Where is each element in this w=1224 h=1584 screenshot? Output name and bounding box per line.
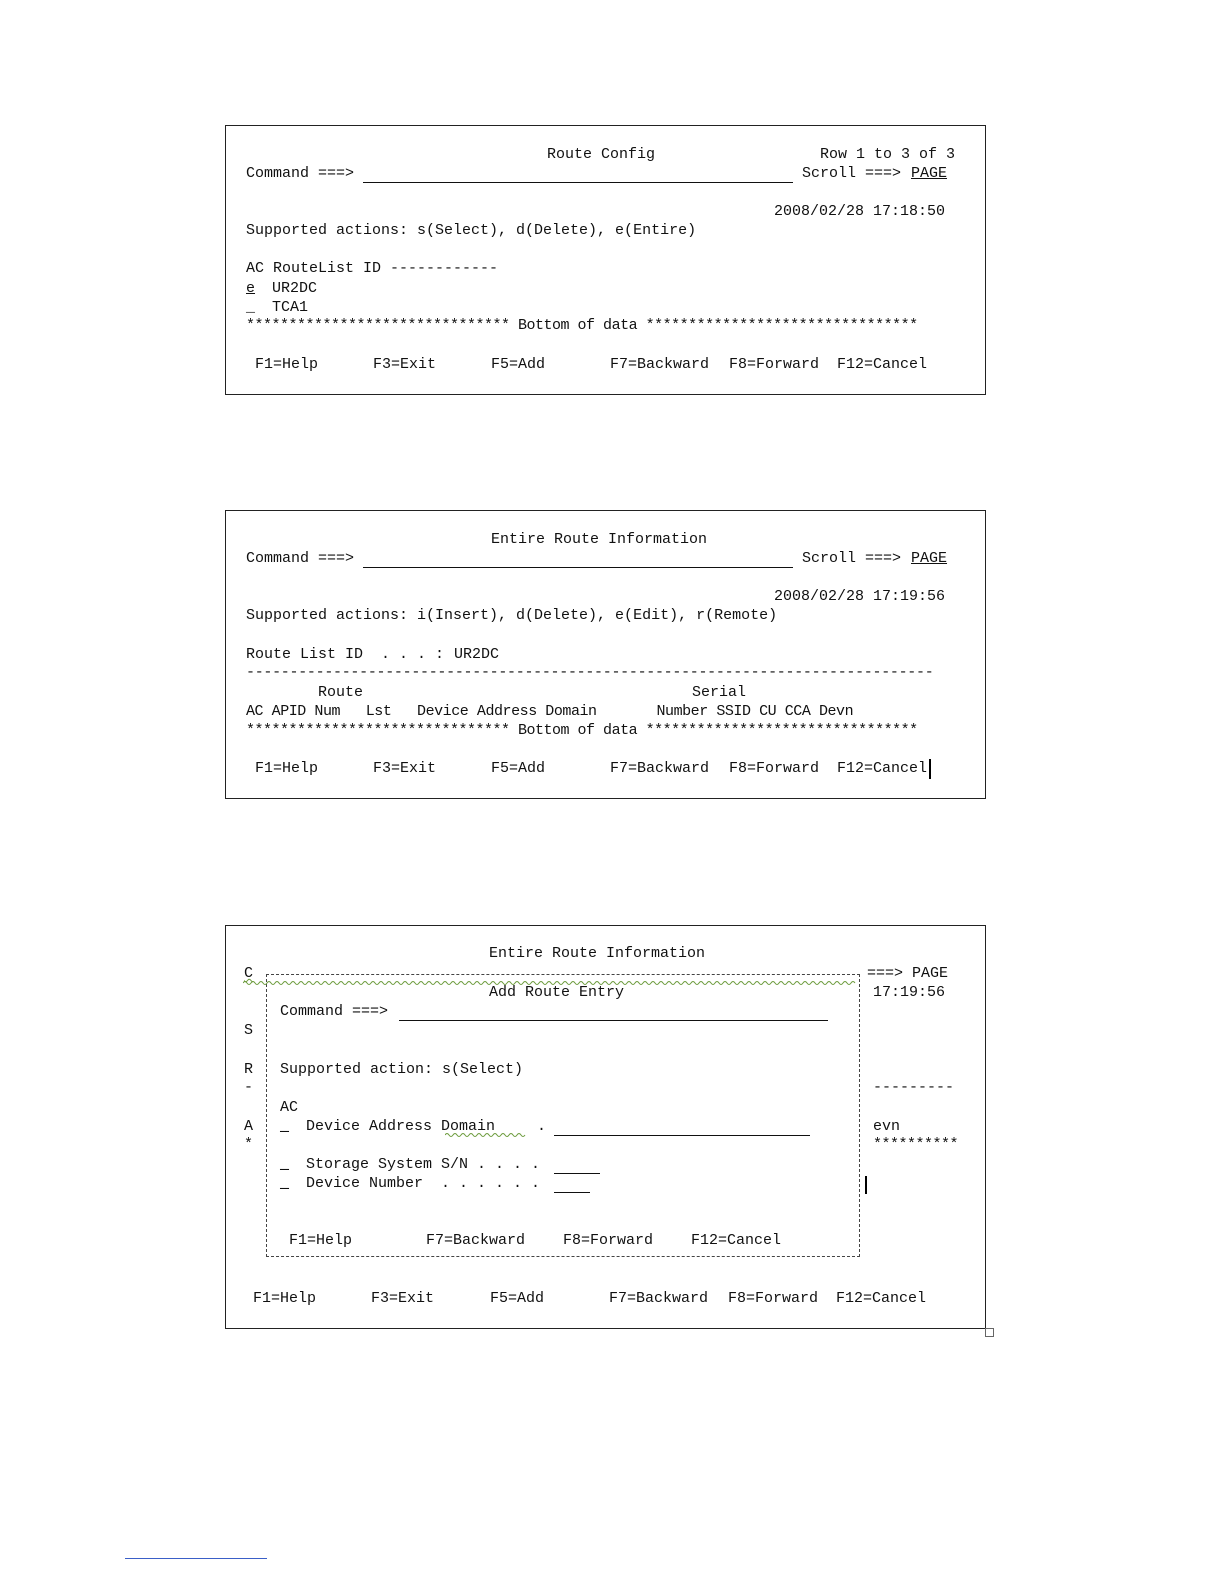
popup-command-label: Command ===> (280, 1003, 389, 1020)
row-action-field[interactable]: e (246, 280, 256, 297)
command-label: Command ===> (246, 165, 355, 182)
popup-fkey-forward[interactable]: F8=Forward (563, 1232, 654, 1249)
background-scroll-fragment: ===> PAGE (867, 965, 949, 982)
route-list-id-value: UR2DC (454, 646, 500, 663)
fkey-backward[interactable]: F7=Backward (610, 356, 710, 373)
device-number-label: Device Number . . . . . . (306, 1175, 541, 1192)
fkey-help[interactable]: F1=Help (255, 356, 319, 373)
command-input[interactable] (363, 567, 793, 568)
popup-fkey-help[interactable]: F1=Help (289, 1232, 353, 1249)
fkey-help[interactable]: F1=Help (253, 1290, 317, 1307)
background-header-fragment: evn (873, 1118, 901, 1135)
device-address-domain-label: Device Address Domain (306, 1118, 496, 1135)
bottom-of-data: ******************************* Bottom of data ******************************** (246, 317, 918, 334)
background-separator-fragment: - (244, 1079, 254, 1096)
screen-title: Entire Route Information (489, 945, 706, 962)
popup-title: Add Route Entry (489, 984, 625, 1001)
background-separator-fragment: --------- (873, 1079, 955, 1096)
bottom-of-data: ******************************* Bottom of data ******************************** (246, 722, 918, 739)
fkey-help[interactable]: F1=Help (255, 760, 319, 777)
route-list-id-label: Route List ID . . . : (246, 646, 445, 663)
footnote-rule (125, 1558, 267, 1559)
fkey-forward[interactable]: F8=Forward (729, 760, 820, 777)
background-route-list-fragment: R (244, 1061, 254, 1078)
scroll-label: Scroll ===> (802, 550, 902, 567)
background-header-fragment: A (244, 1118, 254, 1135)
timestamp: 2008/02/28 17:18:50 (774, 203, 946, 220)
row-route-list-id: UR2DC (272, 280, 318, 297)
background-timestamp-fragment: 17:19:56 (873, 984, 946, 1001)
resize-handle-icon[interactable] (985, 1328, 994, 1337)
fkey-forward[interactable]: F8=Forward (728, 1290, 819, 1307)
fkey-add[interactable]: F5=Add (491, 356, 546, 373)
popup-fkey-backward[interactable]: F7=Backward (426, 1232, 526, 1249)
storage-system-sn-select[interactable]: _ (280, 1156, 290, 1173)
route-config-screen (225, 125, 986, 395)
popup-ac-label: AC (280, 1099, 299, 1116)
separator-line: ------------------------------------------------------------------------------- (246, 664, 934, 681)
fkey-forward[interactable]: F8=Forward (729, 356, 820, 373)
supported-actions: Supported actions: s(Select), d(Delete), e(Entire) (246, 222, 697, 239)
screen-title: Route Config (547, 146, 656, 163)
row-info: Row 1 to 3 of 3 (820, 146, 956, 163)
spell-check-underline (445, 1132, 527, 1138)
fkey-cancel[interactable]: F12=Cancel (836, 1290, 927, 1307)
storage-system-sn-label: Storage System S/N . . . . (306, 1156, 541, 1173)
device-address-domain-input[interactable] (554, 1135, 810, 1136)
fkey-cancel[interactable]: F12=Cancel (837, 760, 928, 777)
scroll-label: Scroll ===> (802, 165, 902, 182)
popup-command-input[interactable] (399, 1020, 828, 1021)
entire-route-info-screen (225, 510, 986, 799)
fkey-exit[interactable]: F3=Exit (373, 356, 437, 373)
device-address-domain-select[interactable]: _ (280, 1118, 290, 1135)
device-address-domain-dots: . (528, 1118, 547, 1135)
column-headers: AC APID Num Lst Device Address Domain Number SSID CU CCA Devn (246, 703, 854, 720)
command-input[interactable] (363, 182, 793, 183)
spell-check-underline (243, 980, 858, 986)
column-header-route: Route (318, 684, 364, 701)
device-number-input[interactable] (554, 1192, 590, 1193)
fkey-backward[interactable]: F7=Backward (610, 760, 710, 777)
fkey-exit[interactable]: F3=Exit (371, 1290, 435, 1307)
popup-fkey-cancel[interactable]: F12=Cancel (691, 1232, 782, 1249)
fkey-add[interactable]: F5=Add (490, 1290, 545, 1307)
scroll-value-field[interactable]: PAGE (911, 550, 948, 567)
device-number-select[interactable]: _ (280, 1175, 290, 1192)
background-bottom-fragment: * (244, 1136, 254, 1153)
background-command-fragment: C (244, 965, 254, 982)
fkey-cancel[interactable]: F12=Cancel (837, 356, 928, 373)
command-label: Command ===> (246, 550, 355, 567)
supported-actions: Supported actions: i(Insert), d(Delete), e(Edit), r(Remote) (246, 607, 778, 624)
fkey-backward[interactable]: F7=Backward (609, 1290, 709, 1307)
screen-title: Entire Route Information (491, 531, 708, 548)
fkey-exit[interactable]: F3=Exit (373, 760, 437, 777)
background-bottom-fragment: ********** (873, 1136, 959, 1153)
scroll-value-field[interactable]: PAGE (911, 165, 948, 182)
fkey-add[interactable]: F5=Add (491, 760, 546, 777)
storage-system-sn-input[interactable] (554, 1173, 600, 1174)
row-action-field[interactable]: _ (246, 299, 256, 316)
row-route-list-id: TCA1 (272, 299, 309, 316)
timestamp: 2008/02/28 17:19:56 (774, 588, 946, 605)
popup-supported-action: Supported action: s(Select) (280, 1061, 524, 1078)
text-cursor (865, 1176, 867, 1194)
list-header: AC RouteList ID ------------ (246, 260, 499, 277)
background-actions-fragment: S (244, 1022, 254, 1039)
text-cursor (929, 759, 931, 779)
column-header-serial: Serial (692, 684, 747, 701)
